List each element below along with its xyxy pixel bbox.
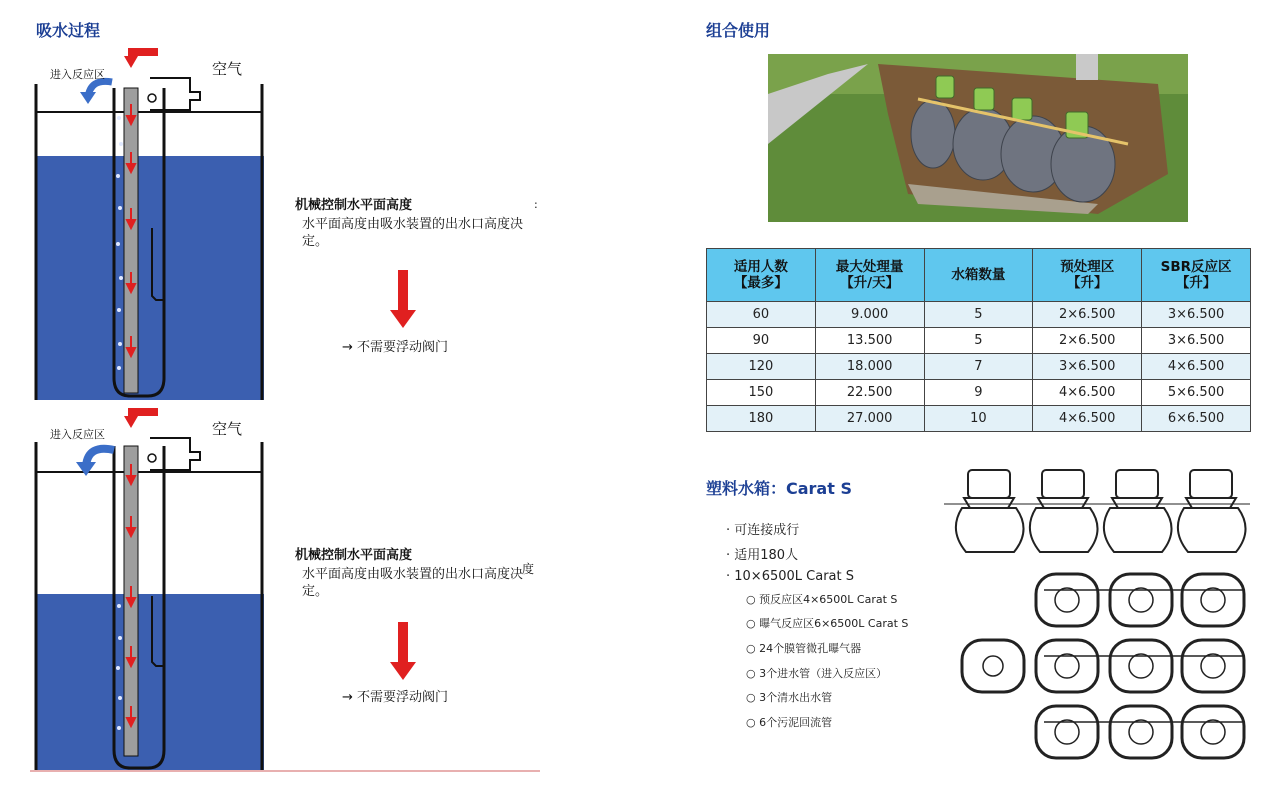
tank-illustration-top bbox=[30, 48, 275, 400]
edge-mark: 度 bbox=[522, 562, 535, 576]
capacity-table bbox=[706, 248, 1251, 432]
header-population: 适用人数 【最多】 bbox=[707, 249, 816, 302]
feature-bullet: · 适用180人 bbox=[726, 548, 799, 563]
edge-mark: : bbox=[534, 198, 538, 211]
feature-sub-bullet: ○ 3个进水管（进入反应区） bbox=[746, 667, 888, 680]
feature-sub-bullet: ○ 曝气反应区6×6500L Carat S bbox=[746, 617, 909, 630]
feature-sub-bullet: ○ 24个膜管微孔曝气器 bbox=[746, 642, 862, 655]
underground-tanks-photo bbox=[768, 54, 1188, 222]
no-float-valve-note: → 不需要浮动阀门 bbox=[342, 340, 449, 355]
desc-text: 水平面高度由吸水装置的出水口高度决定。 bbox=[302, 567, 524, 599]
header-sbr: SBR反应区 【升】 bbox=[1142, 249, 1251, 302]
bottom-divider bbox=[30, 770, 540, 772]
suction-diagram-bottom bbox=[30, 406, 540, 772]
air-label: 空气 bbox=[212, 420, 243, 438]
desc-title: 机械控制水平面高度 bbox=[295, 198, 413, 213]
table-row: 90 13.500 5 2×6.500 3×6.500 bbox=[707, 328, 1251, 354]
desc-title: 机械控制水平面高度 bbox=[295, 548, 413, 563]
feature-sub-bullet: ○ 6个污泥回流管 bbox=[746, 716, 833, 729]
tank-layout-drawing bbox=[944, 460, 1254, 770]
desc-text: 水平面高度由吸水装置的出水口高度决定。 bbox=[302, 217, 524, 249]
feature-sub-bullet: ○ 3个清水出水管 bbox=[746, 691, 833, 704]
section-heading-suction: 吸水过程 bbox=[36, 21, 101, 40]
down-arrow-icon bbox=[388, 622, 418, 682]
suction-diagram-top bbox=[30, 48, 540, 400]
table-row: 120 18.000 7 3×6.500 4×6.500 bbox=[707, 354, 1251, 380]
section-heading-carat: 塑料水箱：Carat S bbox=[706, 479, 852, 498]
section-heading-combination: 组合使用 bbox=[706, 21, 771, 40]
feature-bullet: · 10×6500L Carat S bbox=[726, 569, 854, 584]
table-header-row bbox=[707, 249, 1251, 302]
down-arrow-icon bbox=[388, 270, 418, 330]
header-max-capacity: 最大处理量 【升/天】 bbox=[815, 249, 924, 302]
air-label: 空气 bbox=[212, 60, 243, 78]
reactor-label: 进入反应区 bbox=[50, 68, 105, 81]
feature-bullet: · 可连接成行 bbox=[726, 523, 800, 538]
table-row: 60 9.000 5 2×6.500 3×6.500 bbox=[707, 302, 1251, 328]
no-float-valve-note: → 不需要浮动阀门 bbox=[342, 690, 449, 705]
reactor-label: 进入反应区 bbox=[50, 428, 105, 441]
tank-illustration-bottom bbox=[30, 406, 275, 772]
feature-sub-bullet: ○ 预反应区4×6500L Carat S bbox=[746, 593, 898, 606]
table-row: 180 27.000 10 4×6.500 6×6.500 bbox=[707, 406, 1251, 432]
header-tank-count: 水箱数量 bbox=[924, 249, 1033, 302]
table-row: 150 22.500 9 4×6.500 5×6.500 bbox=[707, 380, 1251, 406]
header-pretreatment: 预处理区 【升】 bbox=[1033, 249, 1142, 302]
